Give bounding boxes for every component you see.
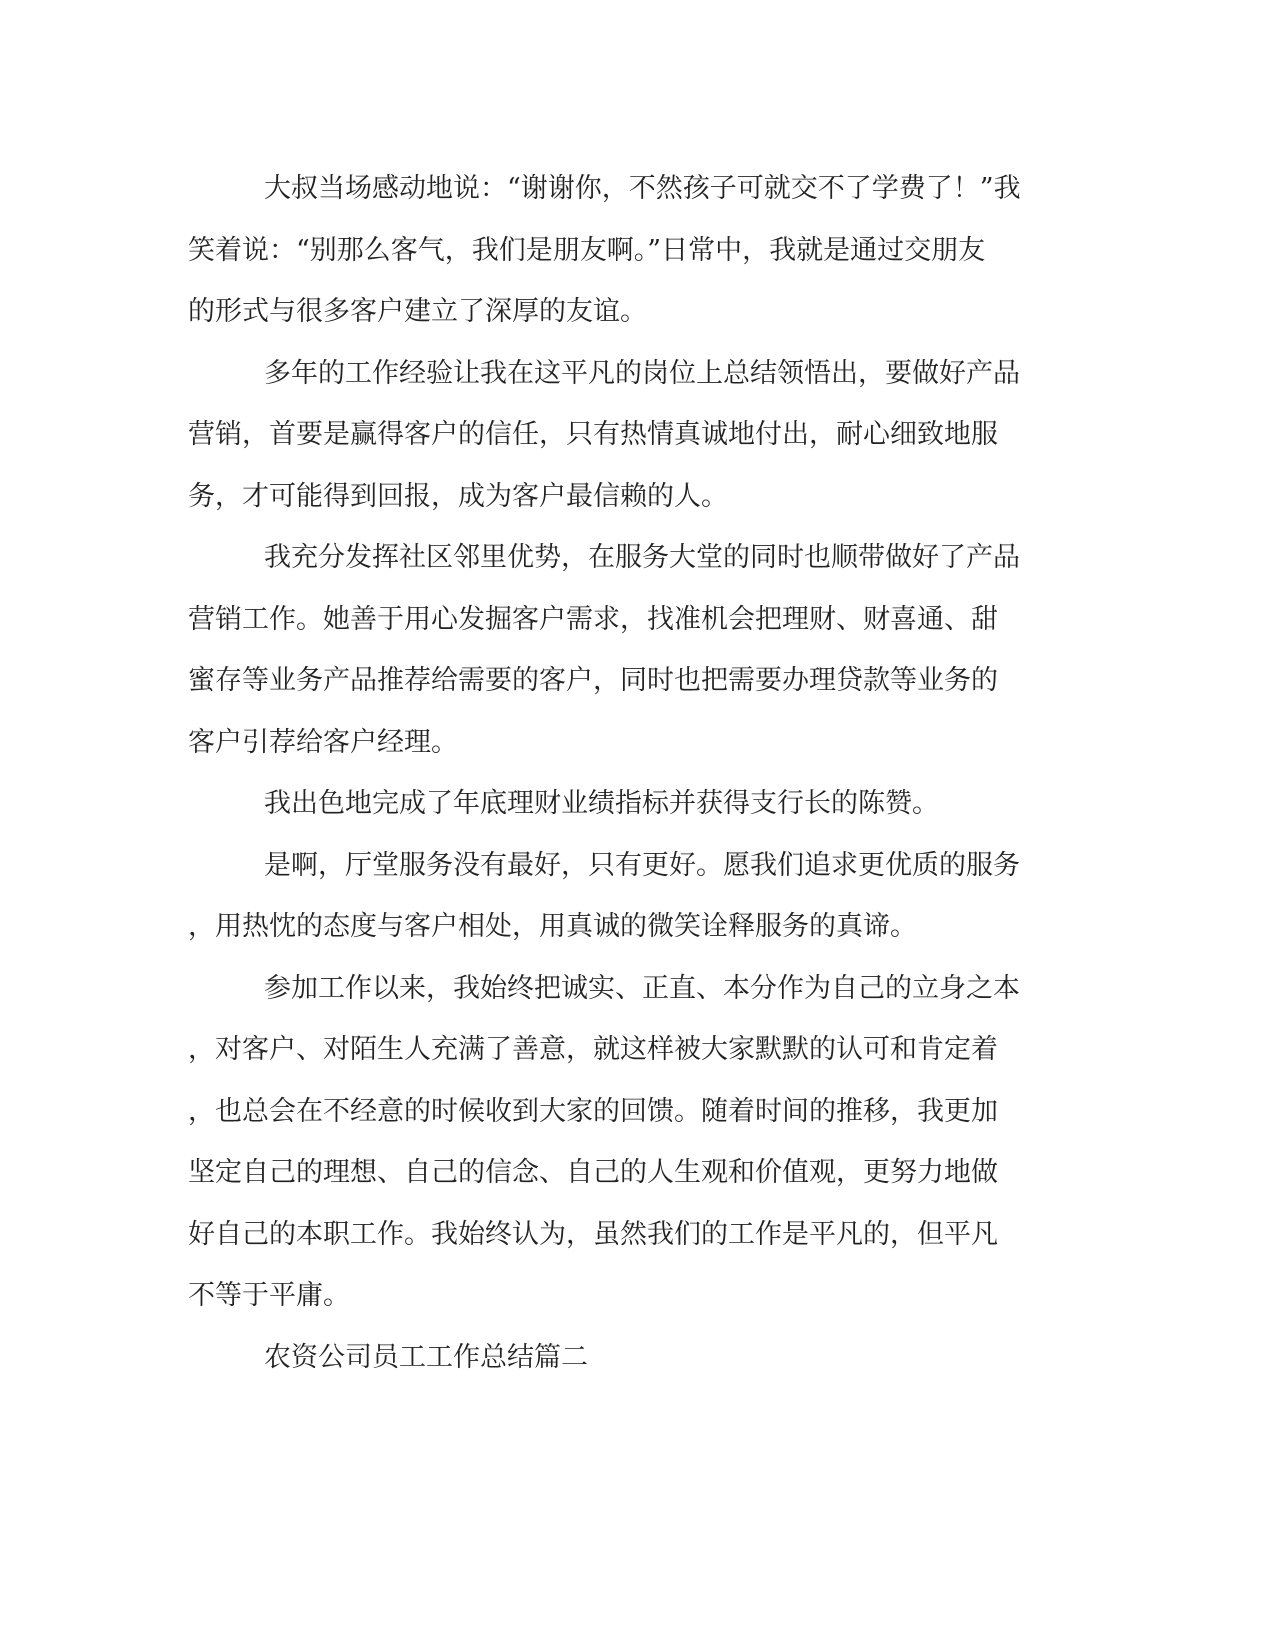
text-line: 是啊，厅堂服务没有最好，只有更好。愿我们追求更优质的服务 (264, 849, 1020, 881)
text-line: ，也总会在不经意的时候收到大家的回馈。随着时间的推移，我更加 (188, 1095, 998, 1127)
document-body (188, 158, 1068, 1388)
text-line: 大叔当场感动地说：“谢谢你，不然孩子可就交不了学费了！”我 (264, 173, 1021, 204)
text-line: 好自己的本职工作。我始终认为，虽然我们的工作是平凡的，但平凡 (188, 1218, 998, 1250)
text-line: ，用热忱的态度与客户相处，用真诚的微笑诠释服务的真谛。 (188, 911, 917, 942)
text-line: 多年的工作经验让我在这平凡的岗位上总结领悟出，要做好产品 (264, 357, 1020, 389)
text-line: ，对客户、对陌生人充满了善意，就这样被大家默默的认可和肯定着 (188, 1034, 998, 1065)
text-line: 笑着说：“别那么客气，我们是朋友啊。”日常中，我就是通过交朋友 (188, 234, 986, 266)
text-line: 客户引荐给客户经理。 (188, 726, 458, 758)
text-line: 营销工作。她善于用心发掘客户需求，找准机会把理财、财喜通、甜 (188, 603, 998, 635)
text-line: 蜜存等业务产品推荐给需要的客户，同时也把需要办理贷款等业务的 (188, 665, 998, 696)
text-line: 不等于平庸。 (188, 1280, 350, 1311)
text-line: 我出色地完成了年底理财业绩指标并获得支行长的陈赞。 (264, 788, 939, 819)
text-line: 的形式与很多客户建立了深厚的友谊。 (188, 296, 647, 327)
text-line: 我充分发挥社区邻里优势，在服务大堂的同时也顺带做好了产品 (264, 542, 1020, 573)
section-heading: 农资公司员工工作总结篇二 (264, 1341, 588, 1373)
text-line: 务，才可能得到回报，成为客户最信赖的人。 (188, 480, 728, 512)
text-line: 营销，首要是赢得客户的信任，只有热情真诚地付出，耐心细致地服 (188, 419, 998, 450)
text-line: 坚定自己的理想、自己的信念、自己的人生观和价值观，更努力地做 (188, 1157, 998, 1188)
text-line: 参加工作以来，我始终把诚实、正直、本分作为自己的立身之本 (264, 972, 1020, 1004)
